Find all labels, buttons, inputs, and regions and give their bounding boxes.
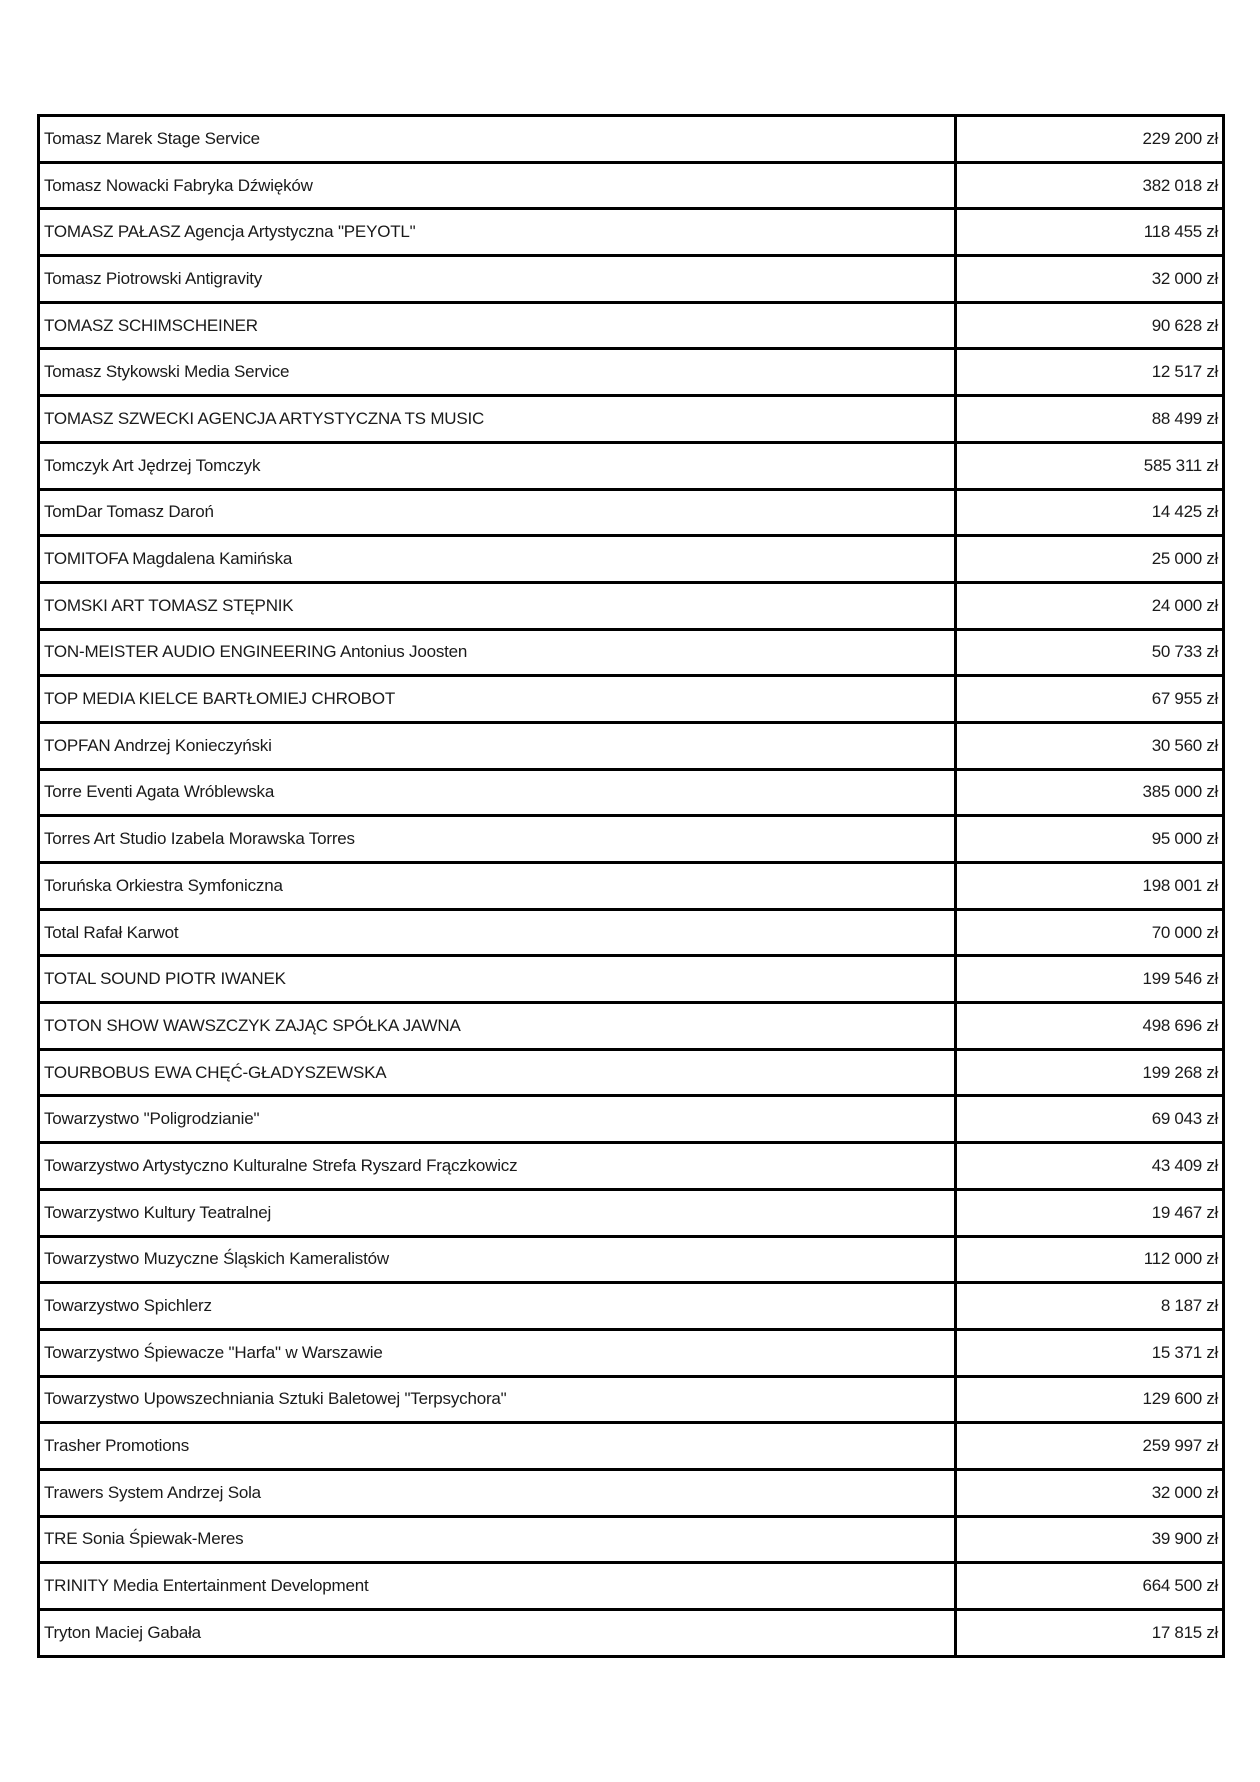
amount-cell: 229 200 zł: [1142, 128, 1218, 148]
table-row: [39, 956, 1224, 1003]
recipient-name-cell: Towarzystwo Spichlerz: [39, 1283, 956, 1330]
amount-cell: 12 517 zł: [956, 349, 1224, 396]
table-row: [39, 863, 1224, 910]
table-row: [39, 442, 1224, 489]
table-row: [39, 1189, 1224, 1236]
table-row: [39, 1376, 1224, 1423]
recipient-name-cell: TOP MEDIA KIELCE BARTŁOMIEJ CHROBOT: [39, 676, 956, 723]
recipient-name-cell: TOMSKI ART TOMASZ STĘPNIK: [39, 582, 956, 629]
recipient-name-cell: Towarzystwo Muzyczne Śląskich Kameralistów: [39, 1236, 956, 1283]
table-row: [39, 1283, 1224, 1330]
amount-cell: 118 455 zł: [956, 209, 1224, 256]
recipient-name-cell: Tomasz Nowacki Fabryka Dźwięków: [39, 162, 956, 209]
table-row: [39, 582, 1224, 629]
amount-cell: 90 628 zł: [956, 302, 1224, 349]
amount-cell: 67 955 zł: [956, 676, 1224, 723]
table-row: [39, 1423, 1224, 1470]
recipient-name-cell: Tomasz Piotrowski Antigravity: [39, 256, 956, 303]
recipient-name-cell: Torre Eventi Agata Wróblewska: [39, 769, 956, 816]
amount-cell: 43 409 zł: [956, 1143, 1224, 1190]
amount-cell: 39 900 zł: [956, 1516, 1224, 1563]
amount-cell: 585 311 zł: [956, 442, 1224, 489]
table-row: [39, 816, 1224, 863]
amount-cell: 14 425 zł: [956, 489, 1224, 536]
grants-table: [37, 114, 1225, 1658]
table-row: [39, 909, 1224, 956]
recipient-name-cell: Tomczyk Art Jędrzej Tomczyk: [39, 442, 956, 489]
table-row: [39, 349, 1224, 396]
table-row: [39, 256, 1224, 303]
recipient-name-cell: TRE Sonia Śpiewak-Meres: [39, 1516, 956, 1563]
amount-cell: 88 499 zł: [956, 396, 1224, 443]
table-row: [39, 1236, 1224, 1283]
recipient-name-cell: Total Rafał Karwot: [39, 909, 956, 956]
table-row: [39, 536, 1224, 583]
amount-cell: 32 000 zł: [956, 256, 1224, 303]
recipient-name-cell: TOMASZ PAŁASZ Agencja Artystyczna "PEYOTL": [39, 209, 956, 256]
amount-cell: 50 733 zł: [956, 629, 1224, 676]
amount-cell: 17 815 zł: [956, 1610, 1224, 1657]
recipient-name-cell: Trasher Promotions: [39, 1423, 956, 1470]
table-row: [39, 1469, 1224, 1516]
recipient-name-cell: Towarzystwo Artystyczno Kulturalne Strefa Ryszard Frączkowicz: [39, 1143, 956, 1190]
table-row: [39, 209, 1224, 256]
recipient-name-cell: TOMASZ SCHIMSCHEINER: [39, 302, 956, 349]
amount-cell: 95 000 zł: [956, 816, 1224, 863]
amount-cell: 199 546 zł: [956, 956, 1224, 1003]
amount-cell: 382 018 zł: [956, 162, 1224, 209]
amount-cell: 25 000 zł: [956, 536, 1224, 583]
recipient-name-cell: TOPFAN Andrzej Konieczyński: [39, 722, 956, 769]
recipient-name-cell: Torres Art Studio Izabela Morawska Torres: [39, 816, 956, 863]
table-row: [39, 769, 1224, 816]
recipient-name-cell: TON-MEISTER AUDIO ENGINEERING Antonius Joosten: [39, 629, 956, 676]
amount-cell: 385 000 zł: [956, 769, 1224, 816]
table-row: [39, 1329, 1224, 1376]
recipient-name-cell: Towarzystwo Śpiewacze "Harfa" w Warszawie: [39, 1329, 956, 1376]
table-row: [39, 1003, 1224, 1050]
amount-cell: 259 997 zł: [956, 1423, 1224, 1470]
table-row: [39, 1610, 1224, 1657]
table-row: [39, 1143, 1224, 1190]
amount-cell: 70 000 zł: [956, 909, 1224, 956]
recipient-name-cell: Tomasz Marek Stage Service: [39, 116, 956, 163]
recipient-name-cell: TRINITY Media Entertainment Development: [39, 1563, 956, 1610]
table-row: [39, 1563, 1224, 1610]
recipient-name-cell: Tomasz Stykowski Media Service: [39, 349, 956, 396]
recipient-name-cell: Towarzystwo Kultury Teatralnej: [39, 1189, 956, 1236]
amount-cell: 664 500 zł: [956, 1563, 1224, 1610]
recipient-name-cell: Tryton Maciej Gabała: [39, 1610, 956, 1657]
amount-cell: 24 000 zł: [956, 582, 1224, 629]
table-row: [39, 116, 1224, 163]
table-row: [39, 489, 1224, 536]
recipient-name-cell: TomDar Tomasz Daroń: [39, 489, 956, 536]
amount-cell: 69 043 zł: [956, 1096, 1224, 1143]
amount-cell: 129 600 zł: [956, 1376, 1224, 1423]
recipient-name-cell: TOURBOBUS EWA CHĘĆ-GŁADYSZEWSKA: [39, 1049, 956, 1096]
amount-cell: 30 560 zł: [956, 722, 1224, 769]
table-row: [39, 1096, 1224, 1143]
recipient-name-cell: TOTAL SOUND PIOTR IWANEK: [39, 956, 956, 1003]
recipient-name-cell: Towarzystwo Upowszechniania Sztuki Baletowej "Terpsychora": [39, 1376, 956, 1423]
recipient-name-cell: Trawers System Andrzej Sola: [39, 1469, 956, 1516]
table-row: [39, 676, 1224, 723]
amount-cell: 15 371 zł: [956, 1329, 1224, 1376]
table-row: [39, 1516, 1224, 1563]
table-row: [39, 722, 1224, 769]
grants-table-body: [39, 116, 1224, 1657]
recipient-name-cell: TOTON SHOW WAWSZCZYK ZAJĄC SPÓŁKA JAWNA: [39, 1003, 956, 1050]
table-row: [39, 396, 1224, 443]
table-row: [39, 162, 1224, 209]
table-row: [39, 1049, 1224, 1096]
recipient-name-cell: TOMITOFA Magdalena Kamińska: [39, 536, 956, 583]
recipient-name-cell: TOMASZ SZWECKI AGENCJA ARTYSTYCZNA TS MUSIC: [39, 396, 956, 443]
amount-cell: 498 696 zł: [956, 1003, 1224, 1050]
amount-cell: 199 268 zł: [956, 1049, 1224, 1096]
amount-cell: 32 000 zł: [956, 1469, 1224, 1516]
recipient-name-cell: Toruńska Orkiestra Symfoniczna: [39, 863, 956, 910]
recipient-name-cell: Towarzystwo "Poligrodzianie": [39, 1096, 956, 1143]
amount-cell: 198 001 zł: [956, 863, 1224, 910]
amount-cell: 112 000 zł: [956, 1236, 1224, 1283]
amount-cell: 8 187 zł: [956, 1283, 1224, 1330]
table-row: [39, 629, 1224, 676]
amount-cell: 19 467 zł: [956, 1189, 1224, 1236]
table-row: [39, 302, 1224, 349]
